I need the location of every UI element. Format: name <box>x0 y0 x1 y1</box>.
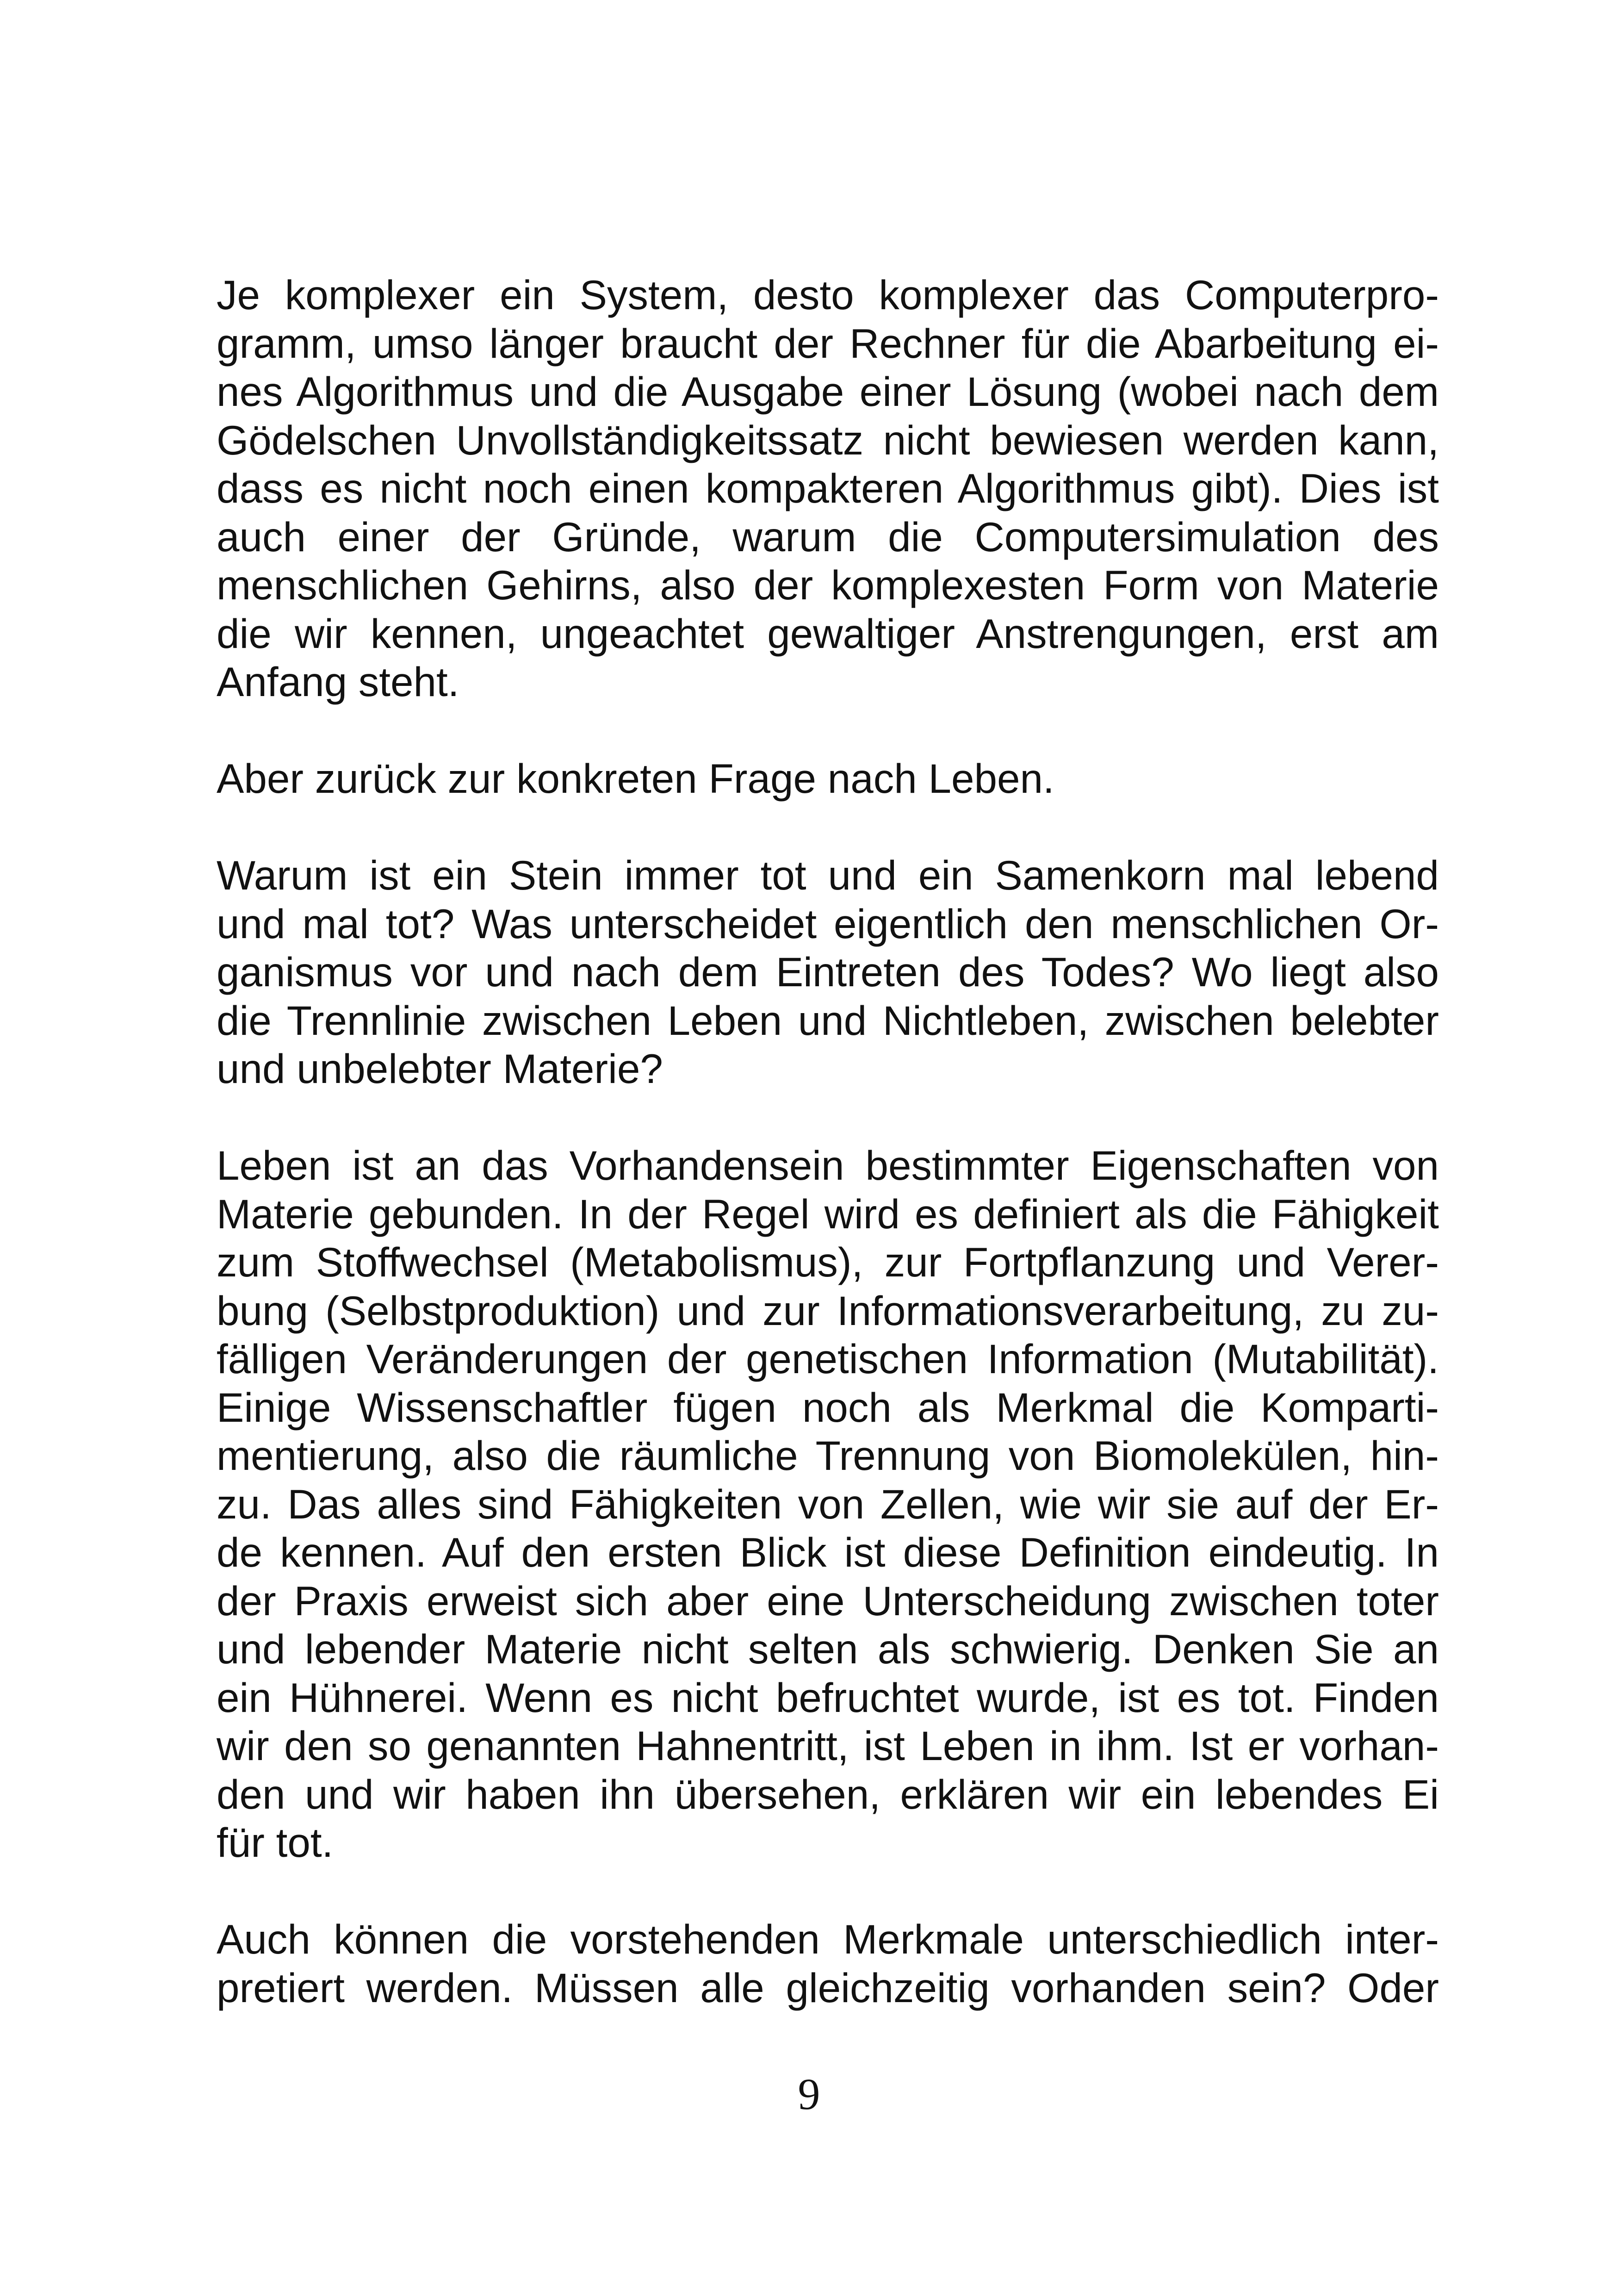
text-line: auch einer der Gründe, warum die Computersimulation des <box>217 513 1439 560</box>
paragraph-1 <box>217 271 1439 706</box>
paragraph-2 <box>217 754 1439 803</box>
text-line: Leben ist an das Vorhandensein bestimmter Eigenschaften von <box>217 1142 1439 1188</box>
text-line: pretiert werden. Müssen alle gleichzeitig vorhanden sein? Oder <box>217 1964 1439 2011</box>
paragraph-4 <box>217 1141 1439 1867</box>
text-line: Je komplexer ein System, desto komplexer das Computerpro- <box>217 272 1439 318</box>
text-line: für tot. <box>217 1819 334 1866</box>
text-line: den und wir haben ihn übersehen, erklären wir ein lebendes Ei <box>217 1771 1439 1817</box>
text-line: Einige Wissenschaftler fügen noch als Merkmal die Komparti- <box>217 1384 1439 1431</box>
text-line: die wir kennen, ungeachtet gewaltiger Anstrengungen, erst am <box>217 610 1439 657</box>
text-line: Aber zurück zur konkreten Frage nach Leben. <box>217 755 1054 802</box>
text-line: dass es nicht noch einen kompakteren Algorithmus gibt). Dies ist <box>217 465 1439 511</box>
text-line: Gödelschen Unvollständigkeitssatz nicht bewiesen werden kann, <box>217 417 1439 463</box>
text-line: Auch können die vorstehenden Merkmale unterschiedlich inter- <box>217 1916 1439 1962</box>
text-line: zum Stoffwechsel (Metabolismus), zur Fortpflanzung und Verer- <box>217 1239 1439 1285</box>
text-line: mentierung, also die räumliche Trennung von Biomolekülen, hin- <box>217 1432 1439 1479</box>
text-line: ein Hühnerei. Wenn es nicht befruchtet wurde, ist es tot. Finden <box>217 1674 1439 1721</box>
text-line: die Trennlinie zwischen Leben und Nichtleben, zwischen belebter <box>217 997 1439 1044</box>
text-line: wir den so genannten Hahnentritt, ist Leben in ihm. Ist er vorhan- <box>217 1723 1439 1769</box>
paragraph-5 <box>217 1915 1439 2012</box>
text-line: und lebender Materie nicht selten als schwierig. Denken Sie an <box>217 1626 1439 1672</box>
text-line: und unbelebter Materie? <box>217 1045 663 1092</box>
text-line: fälligen Veränderungen der genetischen Information (Mutabilität). <box>217 1336 1439 1382</box>
text-line: Materie gebunden. In der Regel wird es definiert als die Fähigkeit <box>217 1190 1439 1237</box>
text-line: gramm, umso länger braucht der Rechner für die Abarbeitung ei- <box>217 320 1439 367</box>
paragraph-3 <box>217 851 1439 1093</box>
text-line: der Praxis erweist sich aber eine Unterscheidung zwischen toter <box>217 1577 1439 1624</box>
text-line: ganismus vor und nach dem Eintreten des Todes? Wo liegt also <box>217 949 1439 995</box>
text-line: nes Algorithmus und die Ausgabe einer Lösung (wobei nach dem <box>217 368 1439 415</box>
text-line: und mal tot? Was unterscheidet eigentlich den menschlichen Or- <box>217 900 1439 947</box>
text-line: Anfang steht. <box>217 659 459 705</box>
text-line: de kennen. Auf den ersten Blick ist diese Definition eindeutig. In <box>217 1529 1439 1575</box>
text-line: menschlichen Gehirns, also der komplexesten Form von Materie <box>217 562 1439 608</box>
text-line: zu. Das alles sind Fähigkeiten von Zellen, wie wir sie auf der Er- <box>217 1481 1439 1527</box>
text-line: bung (Selbstproduktion) und zur Informationsverarbeitung, zu zu- <box>217 1287 1439 1334</box>
body-text <box>217 271 1439 2060</box>
page-number: 9 <box>798 2069 820 2119</box>
text-line: Warum ist ein Stein immer tot und ein Samenkorn mal lebend <box>217 852 1439 898</box>
